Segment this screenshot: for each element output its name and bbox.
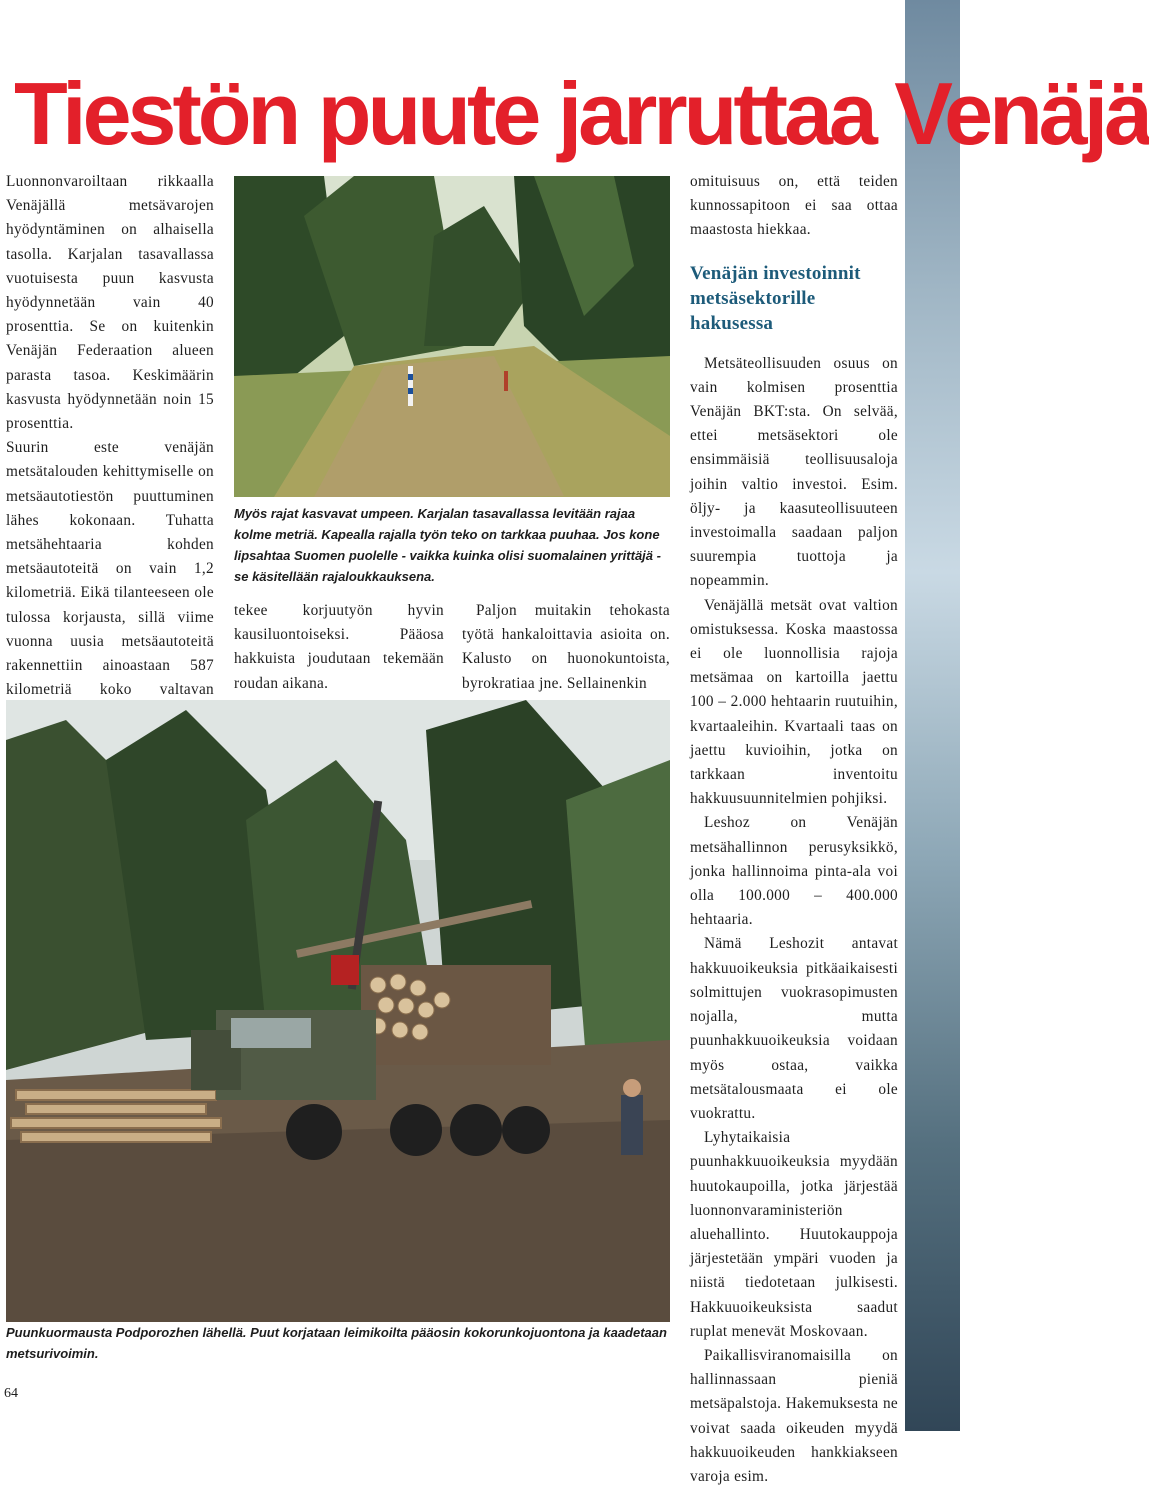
paragraph: Leshoz on Venäjän metsähallinnon perusyksikkö, jonka hallinnoima pinta-ala voi olla 100.000 – 400.000 hehtaaria.: [690, 814, 898, 929]
page-number: 64: [4, 1386, 18, 1401]
section-subheading: Venäjän investoinnit metsäsektorille hakusessa: [690, 262, 861, 334]
text-column-2: [234, 599, 444, 696]
text-column-1: [6, 170, 214, 751]
paragraph: omituisuus on, että teiden kunnossapitoon ei saa ottaa maastosta hiekkaa.: [690, 173, 898, 239]
photo-caption-loading: Puunkuormausta Podporozhen lähellä. Puut korjataan leimikoilta pääosin kokorunkojuontona ja kaadetaan metsurivoimin.: [6, 1325, 667, 1361]
paragraph: Venäjällä metsät ovat valtion omistuksessa. Koska maastossa ei ole luonnollisia rajoja metsämaa on kartoilla jaettu 100 – 2.000 hehtaarin ruutuihin, kvartaaleihin. Kvartaali taas on jaettu kuvioihin, jotka on tarkkaan inventoitu hakkuusuunnitelmien pohjiksi.: [690, 596, 898, 808]
paragraph: Metsäteollisuuden osuus on vain kolmisen prosenttia Venäjän BKT:sta. On selvää, ettei metsäsektori ole ensimmäisiä teollisuusaloja joihin valtio investoi. Esim. öljy- ja kaasuteollisuuteen investoimalla saadaan paljon suurempia tuottoja ja nopeammin.: [690, 354, 898, 590]
headline: Tiestön puute jarruttaa Venäjä: [14, 64, 1149, 163]
paragraph: tekee korjuutyön hyvin kausiluontoiseksi. Pääosa hakkuista joudutaan tekemään roudan aikana.: [234, 602, 444, 692]
paragraph: Paikallisviranomaisilla on hallinnassaan pieniä metsäpalstoja. Hakemuksesta ne voivat saada oikeuden myydä hakkuuoikeuden hankkiakseen varoja esim.: [690, 1346, 898, 1485]
paragraph: Suurin este venäjän metsätalouden kehittymiselle on metsäautotiestön puuttuminen lähes kokonaan. Tuhatta metsähehtaaria kohden metsäautoteitä on vain 1,2 kilometriä. Eikä tilanteeseen ole tulossa korjausta, sillä viime vuonna uusia metsäautoteitä rakennettiin ainoastaan 587 kilometriä koko valtavan: [6, 439, 214, 699]
border-clearing-photo: [234, 176, 670, 497]
paragraph: Nämä Leshozit antavat hakkuuoikeuksia pitkäaikaisesti solmittujen vuokrasopimusten nojalla, mutta puunhakkuuoikeuksia voidaan myös ostaa, vaikka metsätalousmaata ei ole vuokrattu.: [690, 935, 898, 1122]
text-column-3: [462, 599, 670, 696]
paragraph: Lyhytaikaisia puunhakkuuoikeuksia myydään huutokaupoilla, jotka järjestää luonnonvaraministeriön aluehallinto. Huutokauppoja järjestetään ympäri vuoden ja niistä tiedotetaan julkisesti. Hakkuuoikeuksista saadut ruplat menevät Moskovaan.: [690, 1129, 898, 1340]
edge-photo-strip: [905, 0, 960, 1431]
paragraph: Luonnonvaroiltaan rikkaalla Venäjällä metsävarojen hyödyntäminen on alhaisella tasolla. Karjalan tasavallassa vuotuisesta puun kasvusta hyödynnetään vain 40 prosenttia. Se on kuitenkin Venäjän Federaation alueen parasta tasoa. Keskimäärin kasvusta hyödynnetään noin 15 prosenttia.: [6, 173, 214, 433]
paragraph: Paljon muitakin tehokasta työtä hankaloittavia asioita on. Kalusto on huonokuntoista, byrokratiaa jne. Sellainenkin: [462, 602, 670, 692]
log-loading-photo: [6, 700, 670, 1322]
photo-caption-border: Myös rajat kasvavat umpeen. Karjalan tasavallassa levitään rajaa kolme metriä. Kapealla rajalla työn teko on tarkkaa puuhaa. Jos kone lipsahtaa Suomen puolelle - vaikka kuinka olisi suomalainen yrittäjä - se käsitellään rajaloukkauksena.: [234, 506, 661, 584]
text-column-4: [690, 170, 898, 1489]
